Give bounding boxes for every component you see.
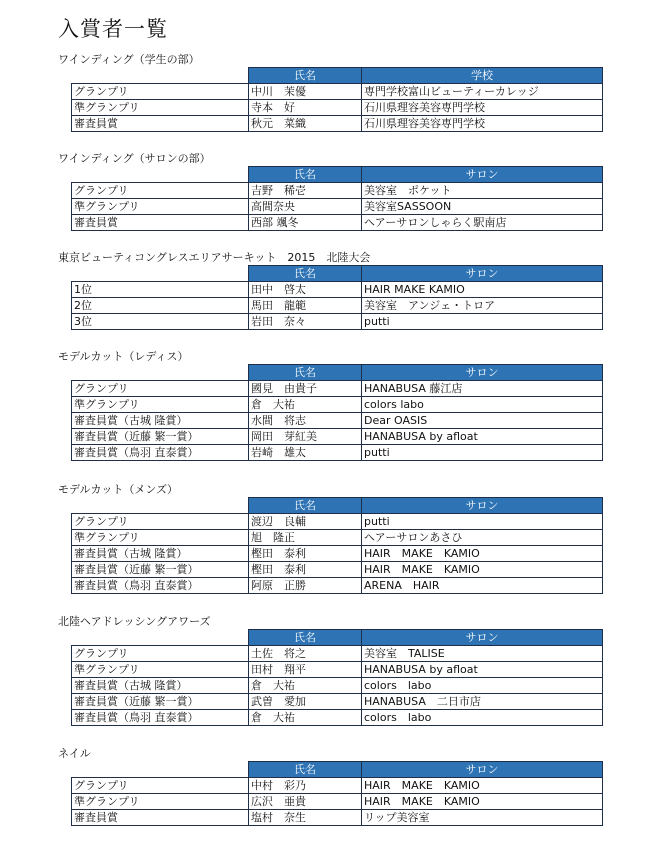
table-row (72, 678, 603, 694)
table-row (72, 183, 603, 199)
header-affiliation: サロン (362, 365, 603, 381)
winner-name-cell: 西部 颯冬 (249, 215, 362, 231)
table-row (72, 84, 603, 100)
award-cell: グランプリ (72, 183, 249, 199)
header-name: 氏名 (249, 365, 362, 381)
award-cell: 準グランプリ (72, 199, 249, 215)
award-cell: 審査員賞（近藤 繁一賞） (72, 429, 249, 445)
affiliation-cell: ARENA HAIR (362, 578, 603, 594)
winner-name-cell: 倉 大祐 (249, 710, 362, 726)
winner-name-cell: 岩崎 雄太 (249, 445, 362, 461)
affiliation-cell: HAIR MAKE KAMIO (362, 794, 603, 810)
table-row (72, 694, 603, 710)
table-header-row (72, 762, 603, 778)
award-cell: 審査員賞（鳥羽 直泰賞） (72, 445, 249, 461)
winner-name-cell: 中川 茉優 (249, 84, 362, 100)
award-cell: 審査員賞 (72, 116, 249, 132)
table-row (72, 413, 603, 429)
table-row (72, 381, 603, 397)
header-award (72, 266, 249, 282)
award-cell: グランプリ (72, 646, 249, 662)
award-cell: グランプリ (72, 84, 249, 100)
table-row (72, 282, 603, 298)
award-table (71, 629, 603, 726)
header-name: 氏名 (249, 68, 362, 84)
winner-name-cell: 塩村 奈生 (249, 810, 362, 826)
table-row (72, 530, 603, 546)
table-header-row (72, 167, 603, 183)
table-row (72, 397, 603, 413)
affiliation-cell: colors labo (362, 710, 603, 726)
affiliation-cell: HANABUSA by afloat (362, 662, 603, 678)
award-cell: 審査員賞（古城 隆賞） (72, 678, 249, 694)
award-cell: 審査員賞 (72, 215, 249, 231)
header-name: 氏名 (249, 167, 362, 183)
winner-name-cell: 倉 大祐 (249, 397, 362, 413)
affiliation-cell: Dear OASIS (362, 413, 603, 429)
section-title: ワインディング（学生の部） (58, 53, 200, 66)
section-title: ネイル (58, 747, 91, 760)
table-row (72, 794, 603, 810)
winner-name-cell: 寺本 好 (249, 100, 362, 116)
header-affiliation: サロン (362, 630, 603, 646)
header-affiliation: サロン (362, 167, 603, 183)
winner-name-cell: 馬田 龍範 (249, 298, 362, 314)
header-affiliation: サロン (362, 266, 603, 282)
header-award (72, 68, 249, 84)
award-cell: 準グランプリ (72, 662, 249, 678)
header-name: 氏名 (249, 630, 362, 646)
winner-name-cell: 広沢 亜貴 (249, 794, 362, 810)
award-table (71, 166, 603, 231)
award-cell: 審査員賞（近藤 繁一賞） (72, 562, 249, 578)
award-cell: 1位 (72, 282, 249, 298)
table-row (72, 199, 603, 215)
award-section (58, 349, 603, 461)
award-cell: 審査員賞（近藤 繁一賞） (72, 694, 249, 710)
winner-name-cell: 阿原 正勝 (249, 578, 362, 594)
winner-name-cell: 田村 翔平 (249, 662, 362, 678)
winner-name-cell: 岡田 芽紅美 (249, 429, 362, 445)
header-affiliation: サロン (362, 762, 603, 778)
award-cell: グランプリ (72, 381, 249, 397)
table-row (72, 314, 603, 330)
award-cell: 審査員賞（古城 隆賞） (72, 413, 249, 429)
winner-name-cell: 國見 由貴子 (249, 381, 362, 397)
table-row (72, 810, 603, 826)
affiliation-cell: 専門学校富山ビューティーカレッジ (362, 84, 603, 100)
table-row (72, 514, 603, 530)
award-section (58, 52, 603, 132)
winner-name-cell: 吉野 稀壱 (249, 183, 362, 199)
header-award (72, 365, 249, 381)
header-name: 氏名 (249, 762, 362, 778)
award-cell: 3位 (72, 314, 249, 330)
award-section (58, 151, 603, 231)
section-title: 北陸ヘアドレッシングアワーズ (58, 615, 211, 628)
winner-name-cell: 武曽 愛加 (249, 694, 362, 710)
header-affiliation: 学校 (362, 68, 603, 84)
winner-name-cell: 土佐 将之 (249, 646, 362, 662)
affiliation-cell: HANABUSA 藤江店 (362, 381, 603, 397)
affiliation-cell: colors labo (362, 678, 603, 694)
table-header-row (72, 68, 603, 84)
table-row (72, 445, 603, 461)
affiliation-cell: HANABUSA by afloat (362, 429, 603, 445)
affiliation-cell: ヘアーサロンしゃらく駅南店 (362, 215, 603, 231)
table-row (72, 646, 603, 662)
table-row (72, 100, 603, 116)
award-cell: 審査員賞（鳥羽 直泰賞） (72, 578, 249, 594)
header-award (72, 762, 249, 778)
affiliation-cell: 石川県理容美容専門学校 (362, 100, 603, 116)
table-row (72, 778, 603, 794)
table-row (72, 298, 603, 314)
award-cell: 準グランプリ (72, 397, 249, 413)
header-award (72, 630, 249, 646)
table-row (72, 116, 603, 132)
header-award (72, 498, 249, 514)
table-header-row (72, 630, 603, 646)
affiliation-cell: ヘアーサロンあさひ (362, 530, 603, 546)
award-cell: 審査員賞（古城 隆賞） (72, 546, 249, 562)
section-title: モデルカット（レディス） (58, 350, 189, 363)
award-section (58, 250, 603, 330)
award-table (71, 761, 603, 826)
table-row (72, 429, 603, 445)
affiliation-cell: HAIR MAKE KAMIO (362, 778, 603, 794)
header-award (72, 167, 249, 183)
header-name: 氏名 (249, 498, 362, 514)
table-row (72, 578, 603, 594)
winner-name-cell: 樫田 泰利 (249, 546, 362, 562)
affiliation-cell: HAIR MAKE KAMIO (362, 546, 603, 562)
affiliation-cell: putti (362, 445, 603, 461)
affiliation-cell: HAIR MAKE KAMIO (362, 562, 603, 578)
winner-name-cell: 高間奈央 (249, 199, 362, 215)
affiliation-cell: 美容室SASSOON (362, 199, 603, 215)
winner-name-cell: 渡辺 良輔 (249, 514, 362, 530)
winner-name-cell: 岩田 奈々 (249, 314, 362, 330)
winner-name-cell: 樫田 泰利 (249, 562, 362, 578)
award-cell: 準グランプリ (72, 530, 249, 546)
award-table (71, 67, 603, 132)
award-section (58, 746, 603, 826)
table-header-row (72, 266, 603, 282)
award-section (58, 482, 603, 594)
affiliation-cell: HANABUSA 二日市店 (362, 694, 603, 710)
header-name: 氏名 (249, 266, 362, 282)
affiliation-cell: putti (362, 514, 603, 530)
award-table (71, 364, 603, 461)
award-cell: 審査員賞 (72, 810, 249, 826)
affiliation-cell: 美容室 アンジェ・トロア (362, 298, 603, 314)
page-title: 入賞者一覧 (58, 17, 168, 41)
table-header-row (72, 498, 603, 514)
table-row (72, 215, 603, 231)
award-table (71, 265, 603, 330)
affiliation-cell: HAIR MAKE KAMIO (362, 282, 603, 298)
winner-name-cell: 倉 大祐 (249, 678, 362, 694)
table-header-row (72, 365, 603, 381)
section-title: モデルカット（メンズ） (58, 483, 179, 496)
award-cell: 準グランプリ (72, 100, 249, 116)
section-title: 東京ビューティコングレスエリアサーキット 2015 北陸大会 (58, 251, 371, 264)
affiliation-cell: 美容室 ポケット (362, 183, 603, 199)
award-section (58, 614, 603, 726)
affiliation-cell: colors labo (362, 397, 603, 413)
award-table (71, 497, 603, 594)
affiliation-cell: 美容室 TALISE (362, 646, 603, 662)
winner-name-cell: 秋元 菜織 (249, 116, 362, 132)
award-cell: グランプリ (72, 514, 249, 530)
award-cell: 審査員賞（鳥羽 直泰賞） (72, 710, 249, 726)
award-cell: 2位 (72, 298, 249, 314)
table-row (72, 710, 603, 726)
winner-name-cell: 田中 啓太 (249, 282, 362, 298)
affiliation-cell: リップ美容室 (362, 810, 603, 826)
section-title: ワインディング（サロンの部） (58, 152, 211, 165)
table-row (72, 662, 603, 678)
affiliation-cell: 石川県理容美容専門学校 (362, 116, 603, 132)
table-row (72, 546, 603, 562)
winner-name-cell: 中村 彩乃 (249, 778, 362, 794)
affiliation-cell: putti (362, 314, 603, 330)
award-cell: 準グランプリ (72, 794, 249, 810)
table-row (72, 562, 603, 578)
award-cell: グランプリ (72, 778, 249, 794)
header-affiliation: サロン (362, 498, 603, 514)
winner-name-cell: 旭 隆正 (249, 530, 362, 546)
winner-name-cell: 水間 将志 (249, 413, 362, 429)
